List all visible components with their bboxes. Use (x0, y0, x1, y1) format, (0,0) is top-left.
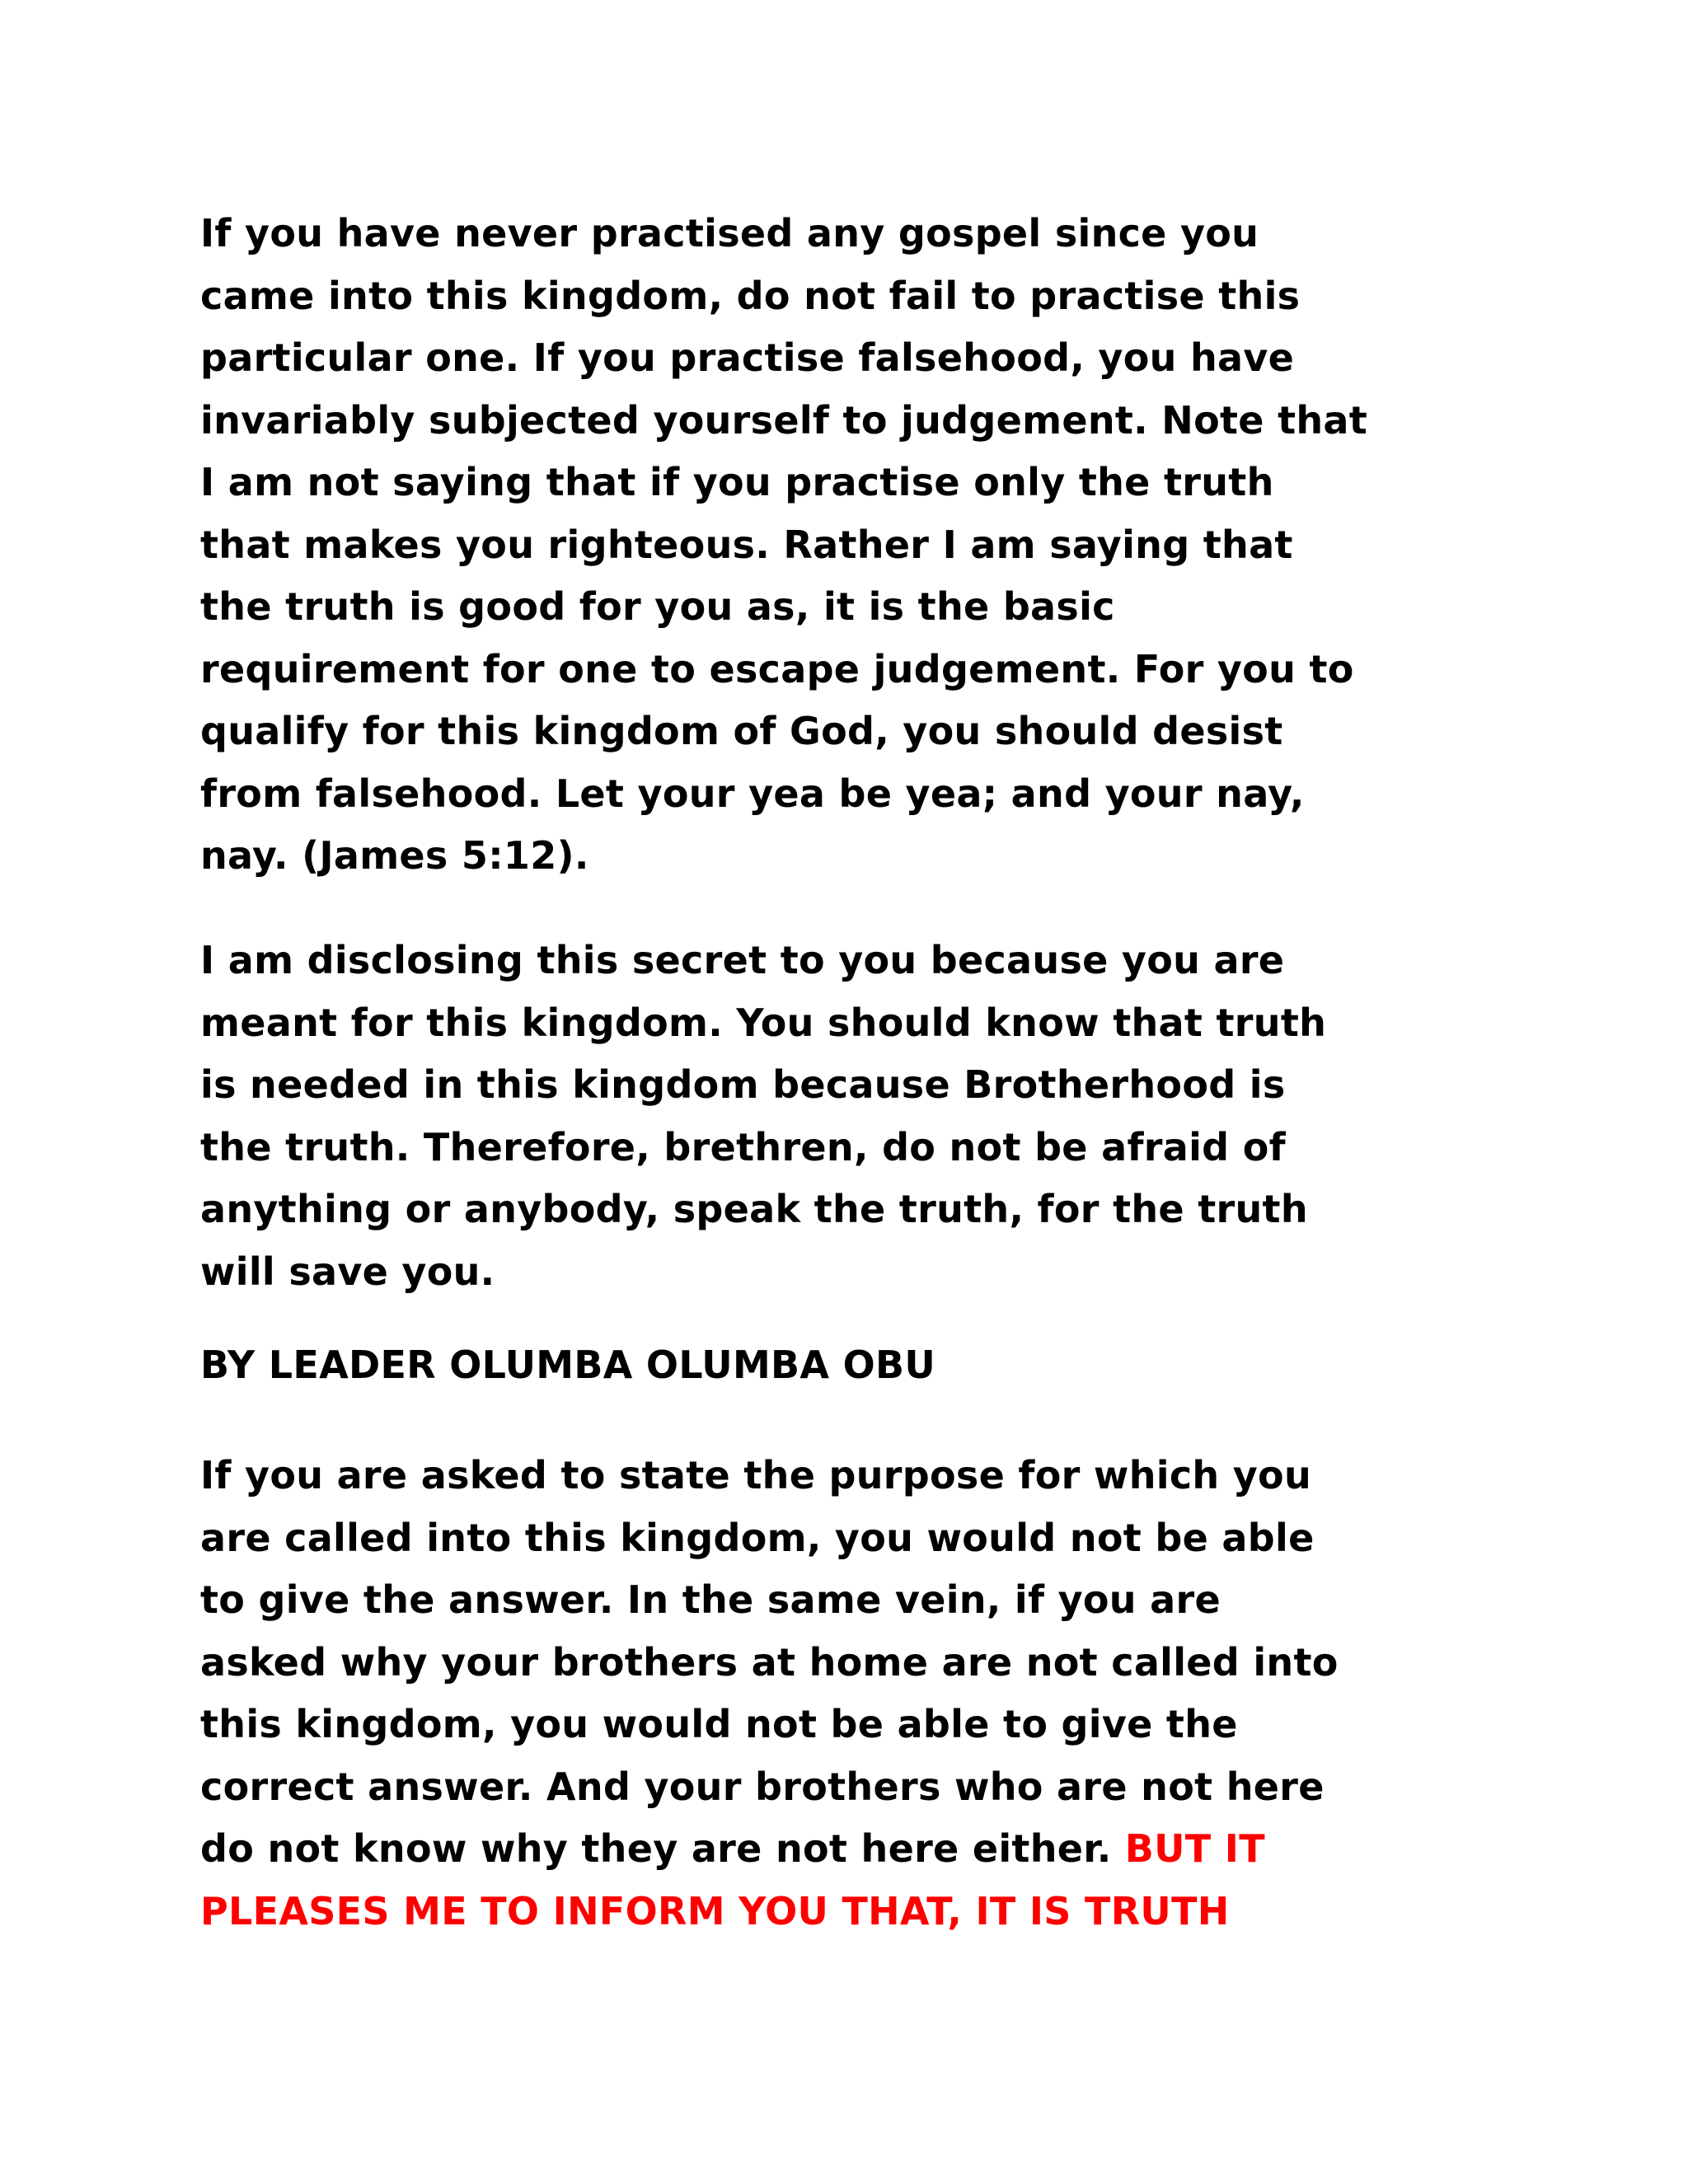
text-line: the truth. Therefore, brethren, do not be afraid of (200, 1124, 1286, 1169)
text-line: will save you. (200, 1249, 495, 1294)
text-line: requirement for one to escape judgement. For you to (200, 646, 1354, 691)
paragraph-disclosing-secret (200, 930, 1503, 1303)
text-line: from falsehood. Let your yea be yea; and your nay, (200, 771, 1305, 816)
text-line: meant for this kingdom. You should know that truth (200, 1000, 1327, 1045)
text-line: this kingdom, you would not be able to give the (200, 1702, 1238, 1746)
text-line: qualify for this kingdom of God, you should desist (200, 709, 1283, 753)
text-line: the truth is good for you as, it is the basic (200, 584, 1115, 629)
text-line: If you are asked to state the purpose for which you (200, 1453, 1311, 1497)
text-line: asked why your brothers at home are not called into (200, 1639, 1339, 1685)
text-line: correct answer. And your brothers who are not here (200, 1764, 1325, 1809)
text-line: invariably subjected yourself to judgement. Note that (200, 397, 1368, 443)
text-line: is needed in this kingdom because Brotherhood is (200, 1062, 1286, 1107)
text-line: If you have never practised any gospel since you (200, 211, 1259, 255)
paragraph-truth-gospel (200, 203, 1503, 888)
text-line: nay. (James 5:12). (200, 833, 589, 878)
emphasis-segment: BUT IT (1124, 1826, 1265, 1871)
text-line: particular one. If you practise falsehood, you have (200, 335, 1295, 380)
paragraph-purpose (200, 1445, 1503, 1943)
text-line: that makes you righteous. Rather I am saying that (200, 522, 1293, 567)
author-byline (200, 1334, 1503, 1397)
byline-text: BY LEADER OLUMBA OLUMBA OBU (200, 1343, 936, 1387)
text-line: I am not saying that if you practise only the truth (200, 460, 1274, 504)
mixed-text-line (200, 1818, 1503, 1881)
emphasis-line: PLEASES ME TO INFORM YOU THAT, IT IS TRUTH (200, 1888, 1230, 1933)
text-line: anything or anybody, speak the truth, for the truth (200, 1187, 1308, 1231)
text-line: I am disclosing this secret to you because you are (200, 938, 1285, 982)
text-line: to give the answer. In the same vein, if you are (200, 1577, 1221, 1622)
text-line: are called into this kingdom, you would not be able (200, 1515, 1315, 1560)
text-line: came into this kingdom, do not fail to practise this (200, 273, 1301, 318)
text-segment: do not know why they are not here either. (200, 1826, 1125, 1871)
